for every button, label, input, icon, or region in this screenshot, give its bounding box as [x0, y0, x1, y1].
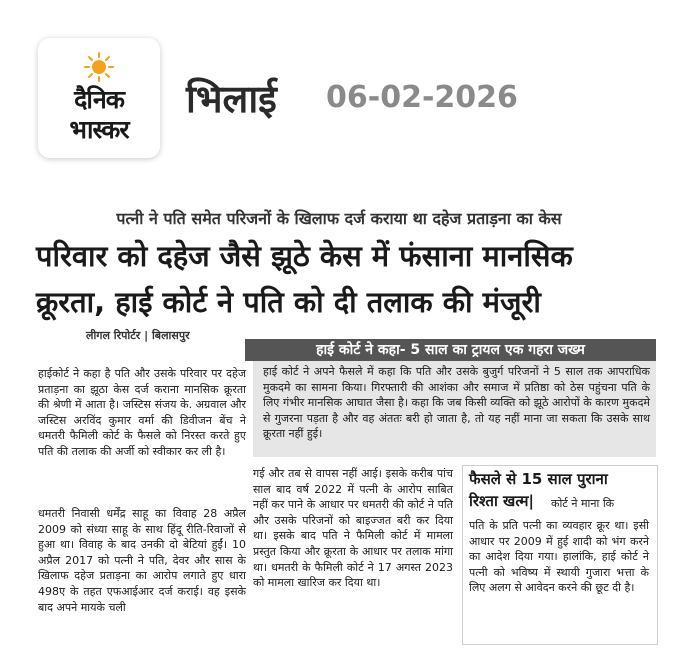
quote-box-text: हाई कोर्ट ने अपने फैसले में कहा कि पति और उसके बुजुर्ग परिजनों ने 5 साल तक आपराधिक मुकदमे का सामना किया। गिरफ्तारी की आशंका और समाज में प्रतिष्ठा को ठेस पहुंचना पति के लिए गंभीर मानसिक आघात जैसा है। कहा कि जब किसी व्यक्ति को झूठे आरोपों के कारण मुकदमे से गुजरना पड़ता है और वह अंततः बरी हो जाता है, तो यह नहीं माना जा सकता कि उसके साथ क्रूरता नहीं हुई।	[263, 365, 650, 441]
logo-card	[38, 38, 160, 158]
body-paragraph-2: धमतरी निवासी धर्मेंद्र साहू का विवाह 28 अप्रैल 2009 को संध्या साहू के साथ हिंदू रीति-रिवाजों से हुआ था। विवाह के बाद उनकी दो बेटियां हुईं। 10 अप्रैल 2017 को पत्नी ने पति, देवर और सास के खिलाफ दहेज प्रताड़ना का आरोप लगाते हुए धारा 498ए के तहत एफआईआर दर्ज कराई। वह इसके बाद अपने मायके चली	[38, 507, 246, 614]
sun-icon	[84, 52, 114, 82]
city-name: भिलाई	[186, 77, 277, 121]
sidebar-box	[462, 465, 658, 645]
sidebar-heading-line2: रिश्ता खत्म|	[469, 492, 534, 510]
main-headline-line1: परिवार को दहेज जैसे झूठे केस में फंसाना मानसिक	[36, 239, 573, 273]
logo-text-line1: दैनिक	[74, 85, 124, 114]
body-paragraph-1: हाईकोर्ट ने कहा है पति और उसके परिवार पर दहेज प्रताड़ना का झूठा केस दर्ज कराना मानसिक क्रूरता की श्रेणी में आता है। जस्टिस संजय के. अग्रवाल और जस्टिस अरविंद कुमार वर्मा की डिवीजन बेंच ने धमतरी फैमिली कोर्ट के फैसले को निरस्त करते हुए पति की तलाक की अर्जी को स्वीकार कर ली है।	[38, 367, 246, 458]
body-paragraph-3: गई और तब से वापस नहीं आई। इसके करीब पांच साल बाद वर्ष 2022 में पत्नी के आरोप साबित नहीं कर पाने के आधार पर धमतरी की कोर्ट ने पति और उसके परिजनों को बाइज्जत बरी कर दिया था। इसके बाद पति ने फैमिली कोर्ट में मामला प्रस्तुत किया और क्रूरता के आधार पर तलाक मांगा था। धमतरी के फैमिली कोर्ट ने 17 अगस्त 2023 को मामला खारिज कर दिया था।	[253, 467, 453, 590]
kicker-headline: पत्नी ने पति समेत परिजनों के खिलाफ दर्ज कराया था दहेज प्रताड़ना का केस	[116, 209, 562, 228]
byline: लीगल रिपोर्टर | बिलासपुर	[86, 329, 190, 342]
sidebar-text: पति के प्रति पत्नी का व्यवहार क्रूर था। इसी आधार पर 2009 में हुई शादी को भंग करने का आदेश दिया गया। हालांकि, हाई कोर्ट ने पत्नी को भविष्य में स्थायी गुजारा भत्ता के लिए अलग से आवेदन करने की छूट दी है।	[469, 519, 649, 595]
quote-bar: हाई कोर्ट ने कहा- 5 साल का ट्रायल एक गहरा जख्म	[245, 339, 656, 361]
main-headline-line2: क्रूरता, हाई कोर्ट ने पति को दी तलाक की मंजूरी	[36, 285, 541, 319]
logo-text-line2: भास्कर	[69, 115, 129, 144]
edition-date: 06-02-2026	[326, 80, 518, 115]
sidebar-inline-text: कोर्ट ने माना कि	[551, 497, 615, 510]
quote-box	[253, 361, 656, 457]
sidebar-heading-line1: फैसले से 15 साल पुराना	[469, 470, 608, 488]
